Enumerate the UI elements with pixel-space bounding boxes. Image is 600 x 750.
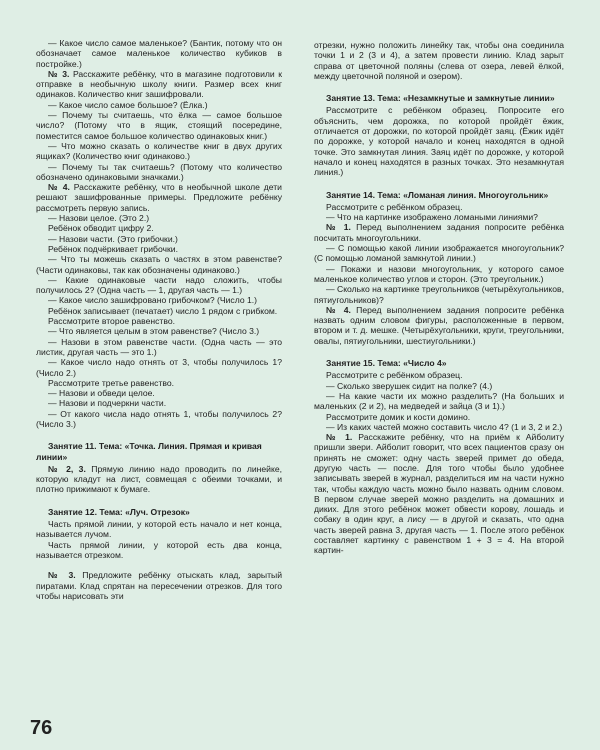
task-text: Расскажите ребёнку, что в магазине подготовили к отправке в необычную школу книги. Размер всех книг одинаков. Количество книг зашифровали. <box>36 68 282 100</box>
text-paragraph: — На какие части их можно разделить? (На больших и маленьких (2 и 2), на медведей и зайца (3 и 1).) <box>314 390 564 412</box>
text-paragraph: — Почему ты так считаешь? (Потому что количество обозначено одинаковыми значками.) <box>36 161 282 182</box>
task-text: Перед выполнением задания попросите ребёнка назвать одним словом фигуры, расположенные в первом, втором и т. д. мешке. (Четырёхугольники, круги, треугольники, овалы, пятиугольники, шестиугольники.) <box>314 304 564 346</box>
text-paragraph: Рассмотрите с ребёнком образец. Попросите его объяснить, чем дорожка, по которой пройдёт ёжик, отличается от дорожки, по которой пройдёт заяц. (Ёжик идёт по дорожке, у которой начало и конец находятся в одной точке. Это замкнутая линия. Заяц идёт по дорожке, у которой начало и конец находятся в разных точках. Это незамкнутая линия.) <box>314 105 564 178</box>
left-column <box>36 38 282 601</box>
text-paragraph: Часть прямой линии, у которой есть начало и нет конца, называется лучом. <box>36 519 282 540</box>
text-paragraph: — Почему ты считаешь, что ёлка — самое большое число? (Потому что в ящик, стоящий посередине, поместится самое большое количество одинаковых книг.) <box>36 110 282 141</box>
text-paragraph: Часть прямой линии, у которой есть два конца, называется отрезком. <box>36 539 282 560</box>
task-text: Прямую линию надо проводить по линейке, которую кладут на лист, совмещая с обеими точками, и плотно прижимают к бумаге. <box>36 463 282 495</box>
text-paragraph: — Назови и обведи целое. <box>48 388 155 399</box>
text-paragraph: — От какого числа надо отнять 1, чтобы получилось 2? (Число 3.) <box>36 408 282 429</box>
lesson-heading: Занятие 13. Тема: «Незамкнутые и замкнутые линии» <box>326 93 555 104</box>
lesson-heading: Занятие 15. Тема: «Число 4» <box>326 358 447 369</box>
task-number: № 3. <box>48 570 76 581</box>
text-paragraph: Рассмотрите с ребёнком образец. <box>326 201 463 212</box>
lesson-heading: Занятие 12. Тема: «Луч. Отрезок» <box>48 506 190 517</box>
task-text: Предложите ребёнку отыскать клад, зарытый пиратами. Клад спрятан на пересечении отрезков. Для того чтобы нарисовать эти <box>36 570 282 601</box>
text-paragraph: отрезки, нужно положить линейку так, чтобы она соединила точки 1 и 2 (3 и 4), а затем провести линию. Клад зарыт справа от цветочной поляны (слева от озера, левей ёлкой, между цветочной поляной и озером). <box>314 40 564 81</box>
task-number: № 2, 3. <box>48 463 86 474</box>
right-column <box>314 40 564 556</box>
task-text: Расскажите ребёнку, что в необычной школе дети решают зашифрованные примеры. Предложите ребёнку рассмотреть первую запись. <box>36 182 282 213</box>
text-paragraph: — Какое число самое маленькое? (Бантик, потому что он обозначает самое маленькое количество кубиков в постройке.) <box>36 38 282 69</box>
text-paragraph: — Назови и подчеркни части. <box>48 398 167 409</box>
task-paragraph <box>36 69 282 100</box>
task-text: Расскажите ребёнку, что на приём к Айболиту пришли звери. Айболит говорит, что всех пациентов сразу он принять не сможет: одну часть зверей примет до обеда, другую часть — после. Для того чтобы было удобнее записывать зверей в журнал, разделиться им на части нужно так, чтобы каждую часть можно было назвать одним словом. В первом случае зверей можно разделить на домашних и диких. Для этого ребёнок может обвести корову, лошадь и собаку в один круг, а лису — в другой и сказать, что одна часть зверей равна 3, другая часть — 1. После этого ребёнок составляет картинку с равенством 1 + 3 = 4. На второй картин- <box>314 432 564 556</box>
text-paragraph: — Сколько на картинке треугольников (четырёхугольников, пятиугольников)? <box>314 284 565 305</box>
text-paragraph: — Назови в этом равенстве части. (Одна часть — это листик, другая часть — это 1.) <box>36 336 282 357</box>
task-text: Перед выполнением задания попросите ребёнка посчитать многоугольники. <box>314 222 564 243</box>
task-paragraph <box>36 464 282 495</box>
text-paragraph: Ребёнок подчёркивает грибочки. <box>48 243 178 254</box>
text-paragraph: Ребёнок записывает (печатает) число 1 рядом с грибком. <box>48 305 278 316</box>
text-paragraph: — С помощью какой линии изображается многоугольник? (С помощью ломаной замкнутой линии.) <box>314 243 564 264</box>
text-paragraph: — Какое число зашифровано грибочком? (Число 1.) <box>48 295 258 306</box>
task-number: № 4. <box>326 304 351 315</box>
text-paragraph: — Какие одинаковые части надо сложить, чтобы получилось 2? (Одна часть — 1, другая часть — 1.) <box>36 274 282 296</box>
lesson-heading: Занятие 11. Тема: «Точка. Линия. Прямая и кривая линии» <box>36 441 262 462</box>
task-number: № 1. <box>326 432 353 443</box>
text-paragraph: Рассмотрите домик и кости домино. <box>326 411 471 422</box>
task-paragraph <box>36 570 282 601</box>
text-paragraph: — Из каких частей можно составить число 4? (1 и 3, 2 и 2.) <box>326 421 563 432</box>
text-paragraph: — Что является целым в этом равенстве? (Число 3.) <box>48 326 260 337</box>
text-paragraph: Рассмотрите второе равенство. <box>48 316 175 327</box>
text-paragraph: — Назови части. (Это грибочки.) <box>48 233 178 244</box>
text-paragraph: — Что на картинке изображено ломаными линиями? <box>326 212 538 223</box>
text-paragraph: Рассмотрите третье равенство. <box>48 377 175 388</box>
text-paragraph: — Что ты можешь сказать о частях в этом равенстве? (Части одинаковы, так как обозначены одинаково.) <box>36 254 282 275</box>
page-number: 76 <box>30 717 53 739</box>
text-paragraph: — Какое число самое большое? (Ёлка.) <box>48 99 208 110</box>
text-paragraph: Рассмотрите с ребёнком образец. <box>326 370 463 381</box>
task-paragraph <box>314 305 564 346</box>
task-paragraph <box>314 432 564 556</box>
text-paragraph: Ребёнок обводит цифру 2. <box>48 223 154 234</box>
text-paragraph: — Какое число надо отнять от 3, чтобы получилось 1? (Число 2.) <box>36 357 282 378</box>
task-number: № 1. <box>326 222 351 233</box>
task-number: № 4. <box>48 182 70 193</box>
task-paragraph <box>36 182 282 213</box>
task-paragraph <box>314 222 564 243</box>
text-paragraph: — Сколько зверушек сидит на полке? (4.) <box>326 380 493 391</box>
lesson-heading: Занятие 14. Тема: «Ломаная линия. Многоугольник» <box>326 189 549 200</box>
task-number: № 3. <box>48 68 70 79</box>
text-paragraph: — Что можно сказать о количестве книг в двух других ящиках? (Количество книг одинаково.) <box>36 140 282 162</box>
text-paragraph: — Покажи и назови многоугольник, у которого самое маленькое количество углов и сторон. (Это треугольник.) <box>314 263 564 284</box>
text-paragraph: — Назови целое. (Это 2.) <box>48 213 150 224</box>
